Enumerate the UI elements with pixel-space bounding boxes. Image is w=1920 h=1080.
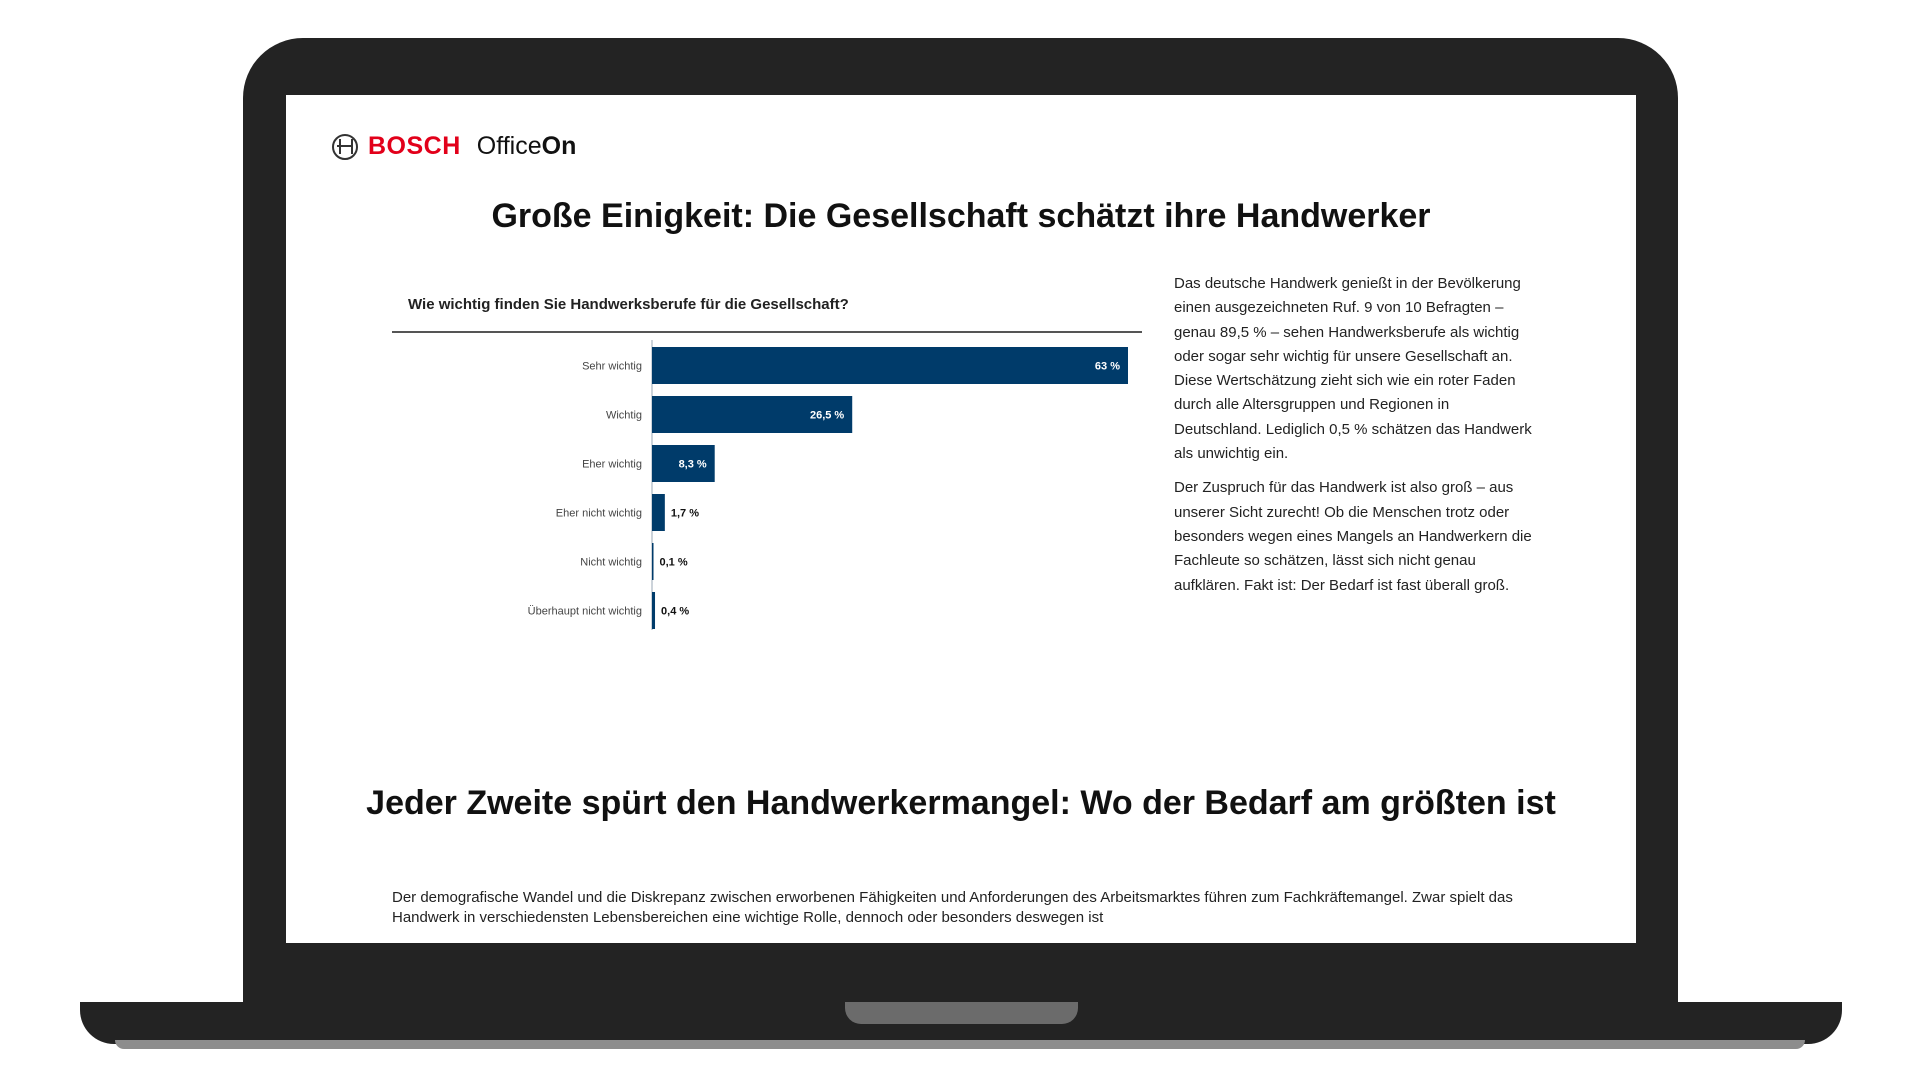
value-label: 26,5 % — [809, 409, 845, 422]
laptop-notch — [845, 1002, 1078, 1024]
laptop-base-shadow — [115, 1040, 1805, 1049]
section-title: Große Einigkeit: Die Gesellschaft schätzt ihre Handwerker — [491, 197, 1431, 235]
category-label: Überhaupt nicht wichtig — [527, 605, 642, 618]
bosch-armature-icon — [332, 134, 358, 160]
value-label: 63 % — [1094, 360, 1120, 373]
paragraph: Das deutsche Handwerk genießt in der Bevölkerung einen ausgezeichneten Ruf. 9 von 10 Befragten – genau 89,5 % – sehen Handwerksberufe als wichtig oder sogar sehr wichtig für unsere Gesellschaft an. Diese Wertschätzung zieht sich wie ein roter Faden durch alle Altersgruppen und Regionen in Deutschland. Lediglich 0,5 % schätzen das Handwerk als unwichtig ein. — [1174, 275, 1532, 463]
section-title-2: Jeder Zweite spürt den Handwerkermangel: Wo der Bedarf am größten ist — [366, 784, 1556, 822]
value-label: 8,3 % — [678, 458, 707, 471]
chart-title: Wie wichtig finden Sie Handwerksberufe für die Gesellschaft? — [408, 296, 849, 313]
bar — [652, 494, 665, 531]
bar-chart-svg — [392, 340, 1142, 640]
value-label: 0,1 % — [659, 556, 688, 569]
category-label: Wichtig — [605, 409, 642, 422]
intro-text — [1174, 272, 1539, 608]
body-text: Der demografische Wandel und die Diskrepanz zwischen erworbenen Fähigkeiten und Anforderungen des Arbeitsmarktes führen zum Fachkräftemangel. Zwar spielt das Handwerk in verschiedensten Lebensbereichen eine wichtige Rolle, dennoch oder besonders deswegen ist — [392, 889, 1513, 926]
paragraph: Der Zuspruch für das Handwerk ist also groß – aus unserer Sicht zurecht! Ob die Menschen trotz oder besonders wegen eines Mangels an Handwerkern die Fachleute so schätzen, lässt sich nicht genau aufklären. Fakt ist: Der Bedarf ist fast überall groß. — [1174, 479, 1532, 594]
category-label: Eher wichtig — [582, 458, 642, 471]
value-label: 1,7 % — [670, 507, 699, 520]
product-name: OfficeOn — [476, 132, 577, 160]
category-label: Nicht wichtig — [580, 556, 642, 569]
logo[interactable] — [332, 132, 576, 161]
brand-name: BOSCH — [368, 132, 461, 160]
laptop-screen — [286, 95, 1636, 943]
bar — [652, 347, 1128, 384]
value-label: 0,4 % — [661, 605, 690, 618]
category-label: Sehr wichtig — [582, 360, 642, 373]
bar — [652, 592, 655, 629]
category-label: Eher nicht wichtig — [555, 507, 642, 520]
chart-divider — [392, 331, 1142, 333]
bar — [652, 543, 654, 580]
bar-chart — [392, 340, 1142, 640]
